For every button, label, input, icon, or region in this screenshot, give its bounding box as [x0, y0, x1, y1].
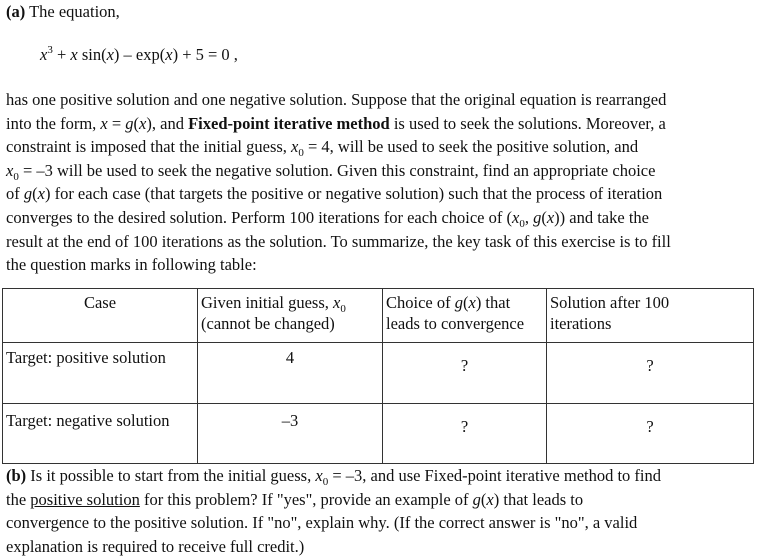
text: = –3, and use Fixed-point iterative method to find — [328, 466, 662, 485]
cell-case: Target: negative solution — [3, 404, 198, 464]
var: x — [512, 207, 520, 227]
eq-exponent: 3 — [47, 44, 53, 56]
header-solution — [547, 289, 754, 343]
question-table — [2, 288, 754, 464]
var: g — [125, 113, 134, 133]
var: x — [291, 137, 299, 157]
text: ( — [480, 489, 487, 509]
eq-var: x — [70, 45, 78, 64]
part-a-paragraph — [6, 88, 776, 277]
text: the — [6, 489, 31, 509]
paragraph-line — [6, 159, 776, 183]
text: ( — [541, 207, 547, 227]
paragraph-line: convergence to the positive solution. If "no", explain why. (If the correct answer is "no", a valid — [6, 513, 638, 533]
text: for this problem? If "yes", provide an example of — [139, 489, 473, 509]
table-row — [3, 404, 754, 464]
text: Given initial guess, — [201, 293, 333, 312]
text: , — [524, 207, 534, 227]
cell-solution[interactable]: ? — [547, 343, 754, 404]
subscript: 0 — [519, 217, 525, 230]
paragraph-line: result at the end of 100 iterations as the solution. To summarize, the key task of this exercise is to fill — [6, 231, 671, 251]
text: (cannot be changed) — [201, 314, 335, 333]
part-b-paragraph — [6, 464, 776, 558]
eq-var: x — [40, 45, 48, 64]
eq-text: ) + 5 = 0 , — [172, 45, 238, 64]
paragraph-line — [6, 206, 776, 230]
var: x — [100, 113, 108, 133]
eq-text: ) – exp( — [113, 45, 166, 64]
text: iterations — [550, 314, 612, 333]
paragraph-line — [6, 464, 776, 488]
table-row — [3, 343, 754, 404]
subscript: 0 — [322, 476, 329, 488]
text: is used to seek the solutions. Moreover, a — [389, 113, 666, 133]
cell-case: Target: positive solution — [3, 343, 198, 404]
text: ( — [133, 113, 140, 133]
subscript: 0 — [13, 170, 19, 183]
paragraph-line — [6, 112, 776, 136]
eq-text: sin( — [77, 45, 107, 64]
subscript: 0 — [298, 147, 304, 160]
subscript: 0 — [340, 303, 346, 315]
part-a-title: The equation, — [25, 2, 120, 21]
text: = –3 will be used to seek the negative solution. Given this constraint, find an appropriate choice — [18, 160, 656, 180]
text: ), and — [146, 113, 189, 133]
var: g — [23, 184, 33, 204]
text: ) for each case (that targets the positive or negative solution) such that the process of iteration — [44, 184, 663, 204]
equation — [40, 43, 238, 67]
bold-term: Fixed-point iterative method — [188, 113, 390, 133]
text: Is it possible to start from the initial guess, — [26, 466, 316, 485]
header-case: Case — [3, 289, 198, 343]
var: x — [468, 293, 476, 312]
part-a-label: (a) — [6, 2, 26, 21]
text: = — [107, 113, 126, 133]
var: x — [139, 113, 147, 133]
text: ( — [462, 293, 469, 312]
paragraph-line: has one positive solution and one negative solution. Suppose that the original equation is rearranged — [6, 90, 667, 109]
var: x — [315, 466, 323, 485]
var: x — [546, 207, 555, 227]
text: ) that — [475, 293, 511, 312]
text: Solution after 100 — [550, 293, 670, 312]
text: converges to the desired solution. Perform 100 iterations for each choice of ( — [6, 207, 512, 227]
paragraph-line: explanation is required to receive full credit.) — [6, 536, 305, 556]
text: Choice of — [386, 293, 455, 312]
var: g — [454, 293, 463, 312]
paragraph-line: the question marks in following table: — [6, 255, 257, 275]
part-b-label: (b) — [6, 466, 27, 485]
eq-var: x — [106, 45, 114, 64]
part-a-heading — [6, 0, 120, 24]
header-initial-guess — [198, 289, 383, 343]
var: x — [332, 293, 341, 312]
var: g — [533, 207, 542, 227]
cell-initial: –3 — [198, 404, 383, 464]
text: constraint is imposed that the initial guess, — [6, 137, 292, 157]
cell-choice[interactable]: ? — [383, 404, 547, 464]
underlined-term: positive solution — [30, 489, 140, 509]
cell-solution[interactable]: ? — [547, 404, 754, 464]
var: g — [472, 489, 481, 509]
text: = 4, will be used to seek the positive solution, and — [303, 137, 639, 157]
eq-text: + — [52, 45, 71, 64]
paragraph-line — [6, 135, 776, 159]
paragraph-line — [6, 488, 776, 512]
text: leads to convergence — [386, 314, 525, 333]
var: x — [37, 184, 45, 204]
table-header-row — [3, 289, 754, 343]
text: of — [6, 184, 24, 204]
text: ( — [32, 184, 38, 204]
cell-initial: 4 — [198, 343, 383, 404]
header-choice — [383, 289, 547, 343]
eq-var: x — [165, 45, 173, 64]
cell-choice[interactable]: ? — [383, 343, 547, 404]
paragraph-line — [6, 182, 776, 206]
text: ) that leads to — [493, 489, 584, 509]
text: into the form, — [6, 113, 101, 133]
var: x — [6, 160, 14, 180]
var: x — [486, 489, 494, 509]
text: )) and take the — [554, 207, 649, 227]
